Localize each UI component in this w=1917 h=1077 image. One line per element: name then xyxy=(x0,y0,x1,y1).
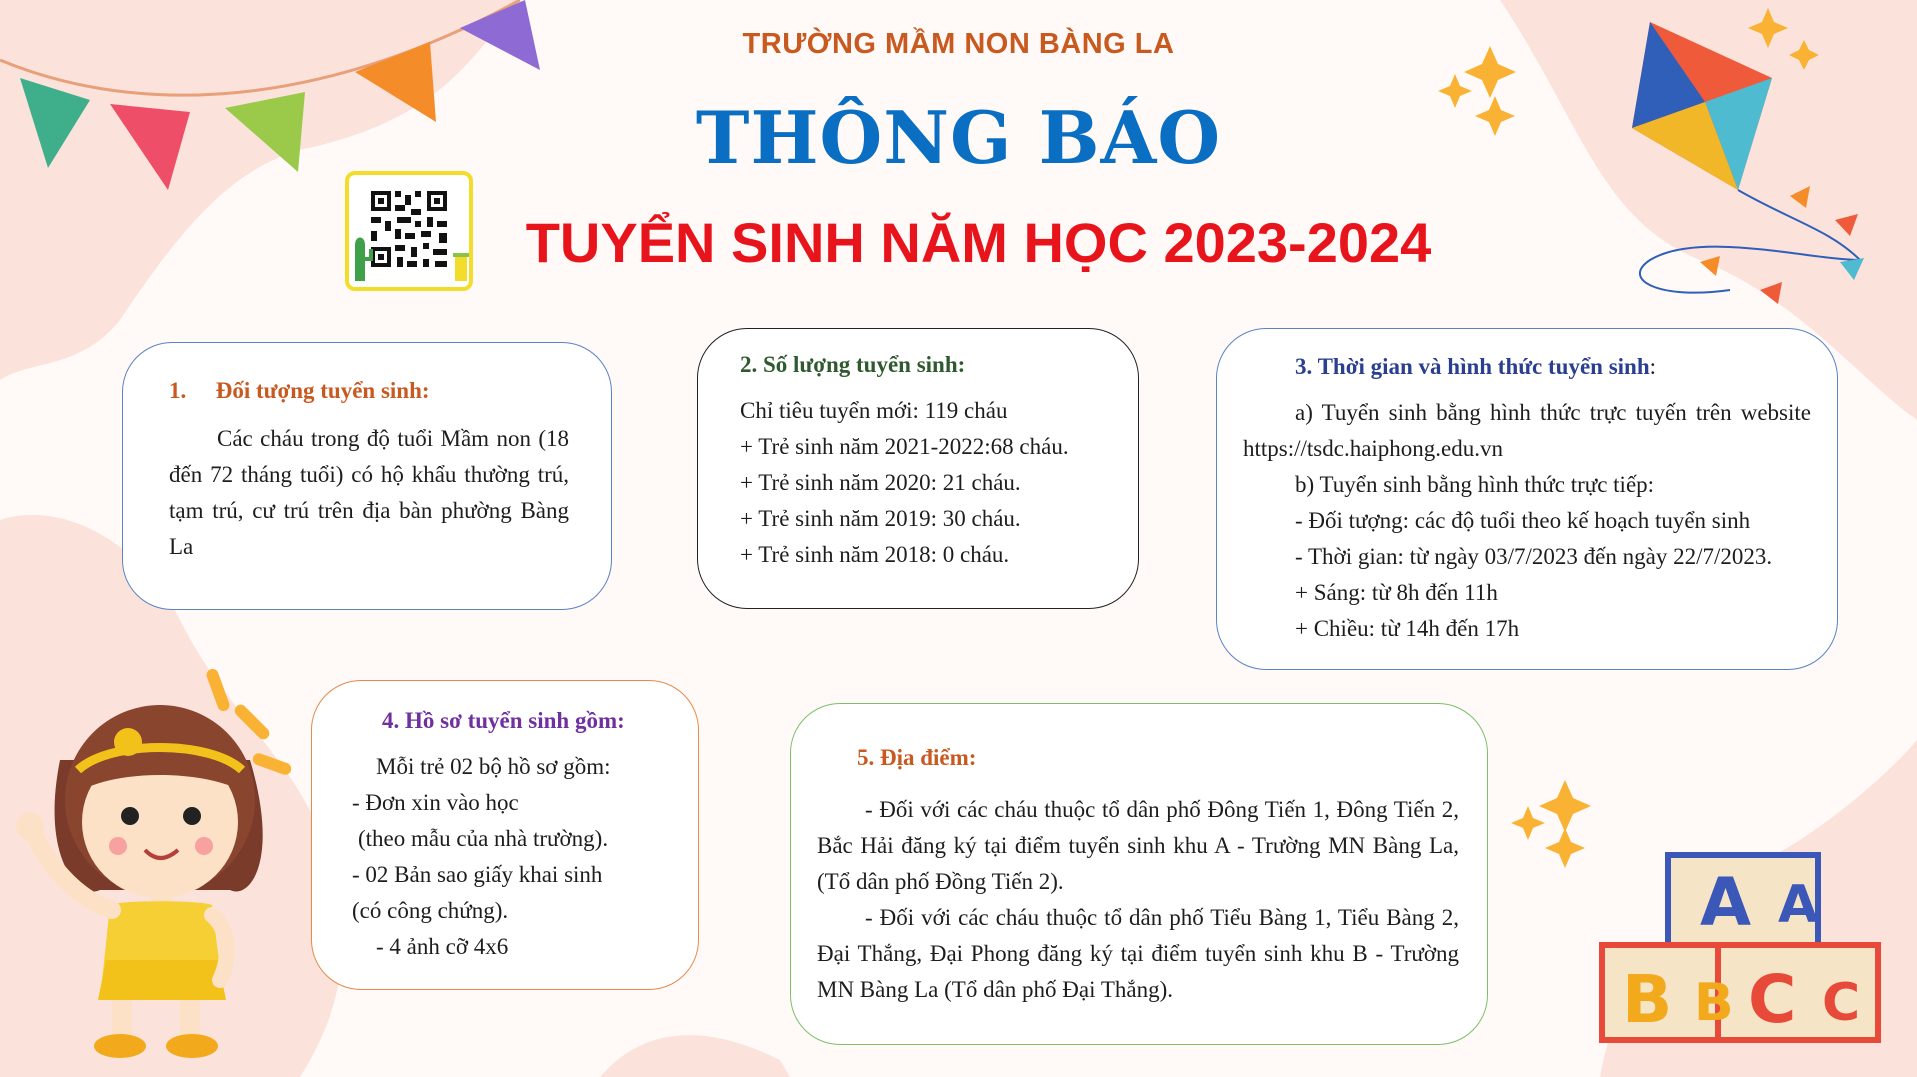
section-5-heading: 5. Địa điểm: xyxy=(857,745,977,770)
notice-title: THÔNG BÁO xyxy=(695,95,1222,180)
section-3-line: a) Tuyển sinh bằng hình thức trực tuyến trên website https://tsdc.haiphong.edu.vn xyxy=(1243,400,1811,461)
section-1-box xyxy=(122,342,612,610)
section-3-line: + Chiều: từ 14h đến 17h xyxy=(1295,616,1520,641)
block-letter: B xyxy=(1622,961,1673,1038)
section-4-line: - 02 Bản sao giấy khai sinh xyxy=(352,862,603,887)
block-letter: B xyxy=(1694,973,1734,1033)
block-letter: C xyxy=(1822,973,1861,1033)
section-3-heading-colon: : xyxy=(1649,354,1657,379)
section-3-line: - Đối tượng: các độ tuổi theo kế hoạch tuyển sinh xyxy=(1295,508,1751,533)
section-4-line: Mỗi trẻ 02 bộ hồ sơ gồm: xyxy=(376,754,611,779)
section-2-line: Chỉ tiêu tuyển mới: 119 cháu xyxy=(740,398,1008,423)
section-2-line: + Trẻ sinh năm 2019: 30 cháu. xyxy=(740,506,1021,531)
section-2-heading: 2. Số lượng tuyển sinh: xyxy=(740,352,966,377)
section-1-heading-text: Đối tượng tuyển sinh: xyxy=(215,378,430,403)
section-1-text: Các cháu trong độ tuổi Mầm non (18 đến 72 tháng tuổi) có hộ khẩu thường trú, tạm trú, cư trú trên địa bàn phường Bàng La xyxy=(169,426,569,559)
section-2-line: + Trẻ sinh năm 2020: 21 cháu. xyxy=(740,470,1021,495)
section-4-line: - Đơn xin vào học xyxy=(352,790,519,815)
section-1-heading xyxy=(169,373,569,409)
block-letter: A xyxy=(1700,864,1752,941)
section-2-box xyxy=(697,328,1139,609)
block-letter: A xyxy=(1778,875,1819,935)
section-4-line: (theo mẫu của nhà trường). xyxy=(358,826,609,851)
section-4-heading: 4. Hồ sơ tuyển sinh gồm: xyxy=(382,708,625,733)
section-5-line: - Đối với các cháu thuộc tổ dân phố Tiểu Bàng 1, Tiểu Bàng 2, Đại Thắng, Đại Phong đăng ký tại điểm tuyển sinh khu B - Trường MN Bàng La (Tổ dân phố Đại Thắng). xyxy=(817,905,1459,1002)
section-5-box xyxy=(790,703,1488,1045)
section-3-line: + Sáng: từ 8h đến 11h xyxy=(1295,580,1498,605)
section-3-line: - Thời gian: từ ngày 03/7/2023 đến ngày 22/7/2023. xyxy=(1295,544,1773,569)
section-3-heading xyxy=(1243,349,1811,385)
block-letter: C xyxy=(1748,961,1797,1038)
section-3-box xyxy=(1216,328,1838,670)
section-2-line: + Trẻ sinh năm 2021-2022:68 cháu. xyxy=(740,434,1069,459)
section-3-heading-text: 3. Thời gian và hình thức tuyển sinh xyxy=(1295,354,1650,379)
section-4-line: (có công chứng). xyxy=(352,898,509,923)
section-1-number: 1. xyxy=(169,378,187,403)
section-5-line: - Đối với các cháu thuộc tổ dân phố Đông Tiến 1, Đông Tiến 2, Bắc Hải đăng ký tại điểm tuyển sinh khu A - Trường MN Bàng La, (Tổ dân phố Đồng Tiến 2). xyxy=(817,797,1459,894)
enrollment-title: TUYỂN SINH NĂM HỌC 2023-2024 xyxy=(525,211,1432,274)
school-name: TRƯỜNG MẦM NON BÀNG LA xyxy=(742,28,1175,60)
section-2-line: + Trẻ sinh năm 2018: 0 cháu. xyxy=(740,542,1010,567)
section-4-line: - 4 ảnh cỡ 4x6 xyxy=(376,934,509,959)
section-4-box xyxy=(311,680,699,990)
section-3-line: b) Tuyển sinh bằng hình thức trực tiếp: xyxy=(1295,472,1655,497)
